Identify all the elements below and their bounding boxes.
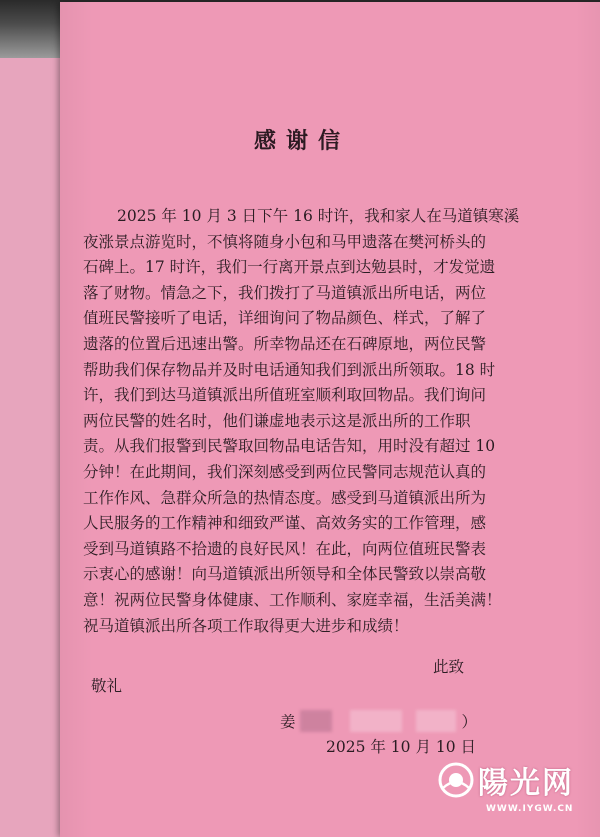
body-line: 遗落的位置后迅速出警。所幸物品还在石碑原地，两位民警: [83, 334, 487, 353]
signer-surname: 姜: [280, 713, 296, 731]
body-line: 受到马道镇路不拾遗的良好民风！在此，向两位值班民警表: [83, 539, 487, 558]
body-line: 石碑上。17 时许，我们一行离开景点到达勉县时，才发觉遗: [83, 258, 496, 277]
body-line: 帮助我们保存物品并及时电话通知我们到派出所领取。18 时: [83, 360, 496, 379]
body-line: 人民服务的工作精神和细致严谨、高效务实的工作管理，感: [83, 514, 487, 533]
sun-logo-icon: [438, 762, 474, 798]
scan-margin: [0, 58, 60, 837]
signature-line: [280, 710, 477, 732]
body-line: 工作作风、急群众所急的热情态度。感受到马道镇派出所为: [83, 488, 487, 507]
closing-regards: 敬礼: [91, 677, 123, 695]
site-watermark: [436, 758, 586, 818]
watermark-url: WWW.IYGW.CN: [486, 804, 574, 814]
redaction-block: [416, 710, 456, 732]
body-line: 落了财物。情急之下，我们拨打了马道镇派出所电话，两位: [83, 283, 487, 302]
body-line: 分钟！在此期间，我们深刻感受到两位民警同志规范认真的: [83, 462, 487, 481]
letter-date: 2025 年 10 月 10 日: [326, 738, 477, 756]
body-line: 2025 年 10 月 3 日下午 16 时许，我和家人在马道镇寒溪: [117, 207, 520, 225]
body-line: 祝马道镇派出所各项工作取得更大进步和成绩！: [83, 616, 409, 635]
watermark-name: 陽光网: [478, 766, 574, 801]
body-line: 值班民警接听了电话，详细询问了物品颜色、样式，了解了: [83, 309, 487, 328]
letter-title: 感谢信: [253, 128, 350, 154]
closing-salutation: 此致: [433, 658, 465, 676]
body-line: 意！祝两位民警身体健康、工作顺利、家庭幸福，生活美满！: [83, 590, 502, 609]
body-line: 许，我们到达马道镇派出所值班室顺利取回物品。我们询问: [83, 386, 487, 405]
redaction-block: [350, 710, 402, 732]
letter-body: [83, 204, 520, 639]
redaction-block: [300, 710, 332, 732]
body-line: 示衷心的感谢！向马道镇派出所领导和全体民警致以崇高敬: [83, 565, 487, 584]
body-line: 责。从我们报警到民警取回物品电话告知，用时没有超过 10: [83, 437, 496, 456]
body-line: 两位民警的姓名时，他们谦虚地表示这是派出所的工作职: [83, 411, 471, 430]
body-line: 夜涨景点游览时，不慎将随身小包和马甲遗落在樊河桥头的: [83, 232, 487, 251]
signer-suffix: ）: [461, 713, 478, 731]
